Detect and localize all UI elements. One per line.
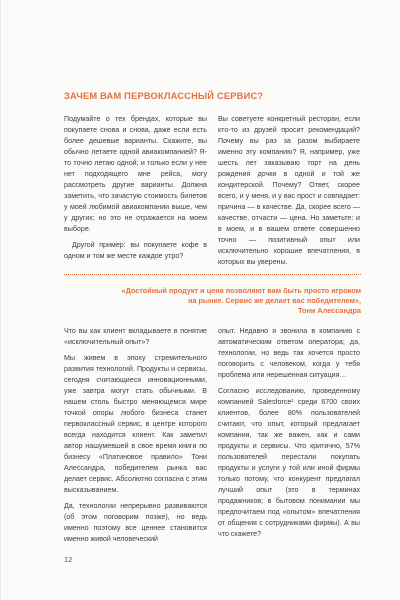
section-heading: ЗАЧЕМ ВАМ ПЕРВОКЛАССНЫЙ СЕРВИС? (64, 91, 264, 101)
paragraph: Согласно исследованию, проведенному компанией Salesforce¹ среди 6700 своих клиентов, более 80% пользователей считают, что опыт, который предлагает компания, так же важен, как и сами продукты и сервисы. Что критично, 57% пользователей перестали покупать продукты и услуги у той или иной фирмы только потому, что конкурент предлагал лучший опыт (это в терминах продажников; в бытовом понимании мы предпочитаем под «опытом» впечатления от общения с сотрудниками фирмы). А вы что скажете? (218, 387, 360, 538)
paragraph: Вы советуете конкретный ресторан, если кто-то из друзей просит рекомендаций? Почему вы раз за разом выбираете именно эту компанию? Я, например, уже шесть лет заказываю торт на день рождения дочки в одной и той же кондитерской. Почему? Ответ, скорее всего, и у меня, и у вас прост и совпадает: причина — в качестве. Да, скорее всего — качестве, отчасти — цена. Но заметьте: и в моем, и в вашем ответе совершенно точно — позитивный опыт или исключительно хорошие впечатления, в которых вы уверены. (218, 115, 360, 266)
paragraph: Что вы как клиент вкладываете в понятие «исключительный опыт»? (64, 327, 207, 346)
divider (64, 274, 361, 275)
paragraph: Мы живем в эпоху стремительного развития технологий. Продукты и сервисы, сегодня считающиеся инновационными, уже завтра могут стать обычными. В нашем столь быстро меняющемся мире точкой опоры любого бизнеса станет первоклассный сервис, в центре которого всегда находится клиент. Как заметил автор нашумевшей в свое время книги по бизнесу «Платиновое правило» Тони Алессандра, победителем рынка вас делает сервис. Абсолютно согласна с этим высказыванием. (64, 354, 207, 494)
left-column-bottom (64, 326, 207, 550)
page-number: 12 (64, 555, 73, 564)
quote-author: Тони Алессандра (298, 306, 361, 315)
paragraph: Да, технологии непрерывно развиваются (об этом поговорим позже), но ведь именно поэтому все ценнее становится именно живой человеческий (64, 502, 207, 543)
quote-text: «Достойный продукт и цена позволяют вам быть просто игроком на рынке. Сервис же делает вас победителем», (121, 286, 361, 305)
right-column-bottom (218, 326, 360, 545)
pull-quote (121, 286, 361, 316)
paragraph: опыт. Недавно я звонила в компанию с автоматическим ответом оператора; да, технологии, но ведь так хочется просто поговорить с человеком, когда у тебя проблема или нерешенная ситуация… (218, 327, 360, 379)
paragraph: Подумайте о тех брендах, которые вы покупаете снова и снова, даже если есть более дешевые варианты. Скажите, вы обычно летаете одной авиакомпанией? Я-то точно летаю одной; и только если у нее нет подходящего мне рейса, могу рассмотреть другие варианты. Должна заметить, что зачастую стоимость билетов у моей любимой авиакомпании выше, чем у других; но это не отражается на моем выборе. (64, 115, 207, 233)
right-column-top (218, 114, 360, 273)
paragraph: Другой пример: вы покупаете кофе в одном и том же месте каждое утро? (64, 241, 207, 260)
left-column-top (64, 114, 207, 267)
